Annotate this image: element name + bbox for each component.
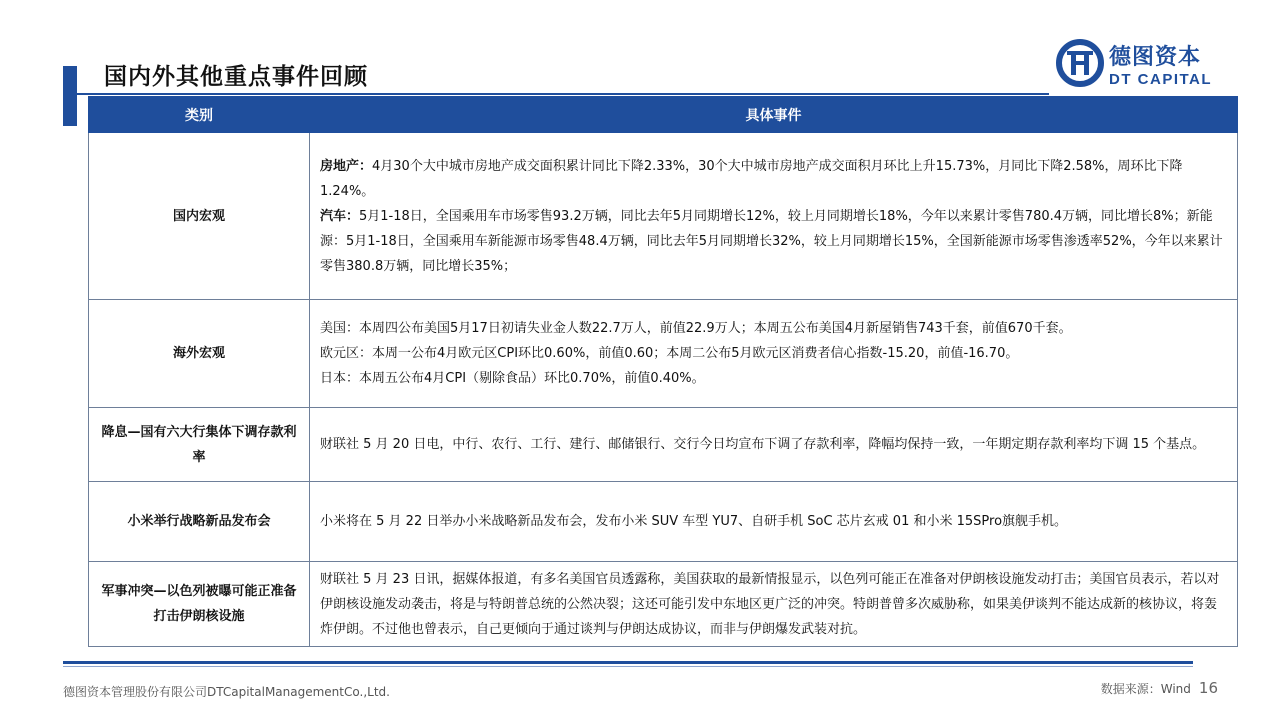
detail-paragraph: 欧元区：本周一公布4月欧元区CPI环比0.60%，前值0.60；本周二公布5月欧元区消费者信心指数-15.20，前值-16.70。: [320, 346, 1019, 361]
events-table: [88, 96, 1238, 647]
paragraph-label: 汽车：: [320, 208, 360, 224]
footer-source: [1101, 679, 1218, 697]
page-number: 16: [1198, 679, 1218, 697]
title-accent-bar: [63, 66, 77, 126]
table-header-row: [89, 97, 1238, 133]
title-underline: [77, 93, 1049, 95]
paragraph-text: 4月30个大中城市房地产成交面积累计同比下降2.33%，30个大中城市房地产成交面积月环比上升15.73%，月同比下降2.58%，周环比下降1.24%。: [320, 158, 1183, 199]
company-logo: [1055, 38, 1230, 98]
row-details: [310, 482, 1238, 562]
column-header-details: 具体事件: [310, 97, 1238, 133]
table-row: [89, 562, 1238, 647]
data-source: 数据来源：Wind: [1100, 682, 1191, 696]
detail-paragraph: 日本：本周五公布4月CPI（剔除食品）环比0.70%，前值0.40%。: [320, 371, 705, 386]
detail-paragraph: [320, 154, 1227, 204]
paragraph-label: 房地产：: [320, 158, 373, 174]
detail-paragraph: 小米将在 5 月 22 日举办小米战略新品发布会，发布小米 SUV 车型 YU7、自研手机 SoC 芯片玄戒 01 和小米 15SPro旗舰手机。: [320, 514, 1068, 529]
dt-logo-icon: [1055, 38, 1105, 88]
column-header-category: 类别: [89, 97, 310, 133]
row-details: [310, 300, 1238, 408]
row-category: 降息—国有六大行集体下调存款利率: [89, 408, 310, 482]
detail-paragraph: 财联社 5 月 23 日讯，据媒体报道，有多名美国官员透露称，美国获取的最新情报显示，以色列可能正在准备对伊朗核设施发动打击；美国官员表示，若以对伊朗核设施发动袭击，将是与特朗普总统的公然决裂；这还可能引发中东地区更广泛的冲突。特朗普曾多次威胁称，如果美伊谈判不能达成新的核协议，将轰炸伊朗。不过他也曾表示，自己更倾向于通过谈判与伊朗达成协议，而非与伊朗爆发武装对抗。: [320, 571, 1220, 637]
row-details: [310, 133, 1238, 300]
footer-divider: [63, 661, 1193, 664]
detail-paragraph: [320, 204, 1227, 279]
table-row: [89, 133, 1238, 300]
row-category: 国内宏观: [89, 133, 310, 300]
footer-company: 德图资本管理股份有限公司DTCapitalManagementCo.,Ltd.: [63, 685, 390, 699]
row-category: 海外宏观: [89, 300, 310, 408]
logo-english-name: DT CAPITAL: [1109, 71, 1213, 88]
row-details: [310, 562, 1238, 647]
table-row: [89, 300, 1238, 408]
table-row: [89, 408, 1238, 482]
paragraph-text: 5月1-18日，全国乘用车市场零售93.2万辆，同比去年5月同期增长12%，较上月同期增长18%，今年以来累计零售780.4万辆，同比增长8%；新能源：5月1-18日，全国乘用车新能源市场零售48.4万辆，同比去年5月同期增长32%，较上月同期增长15%，全国新能源市场零售渗透率52%，今年以来累计零售380.8万辆，同比增长35%；: [320, 208, 1223, 274]
page-title: 国内外其他重点事件回顾: [104, 64, 368, 90]
table-row: [89, 482, 1238, 562]
row-details: [310, 408, 1238, 482]
detail-paragraph: 财联社 5 月 20 日电，中行、农行、工行、建行、邮储银行、交行今日均宣布下调了存款利率，降幅均保持一致，一年期定期存款利率均下调 15 个基点。: [320, 437, 1206, 452]
row-category: 军事冲突—以色列被曝可能正准备打击伊朗核设施: [89, 562, 310, 647]
detail-paragraph: 美国：本周四公布美国5月17日初请失业金人数22.7万人，前值22.9万人；本周五公布美国4月新屋销售743千套，前值670千套。: [320, 321, 1072, 336]
logo-chinese-name: 德图资本: [1109, 45, 1202, 70]
footer-divider-thin: [63, 666, 1193, 667]
row-category: 小米举行战略新品发布会: [89, 482, 310, 562]
